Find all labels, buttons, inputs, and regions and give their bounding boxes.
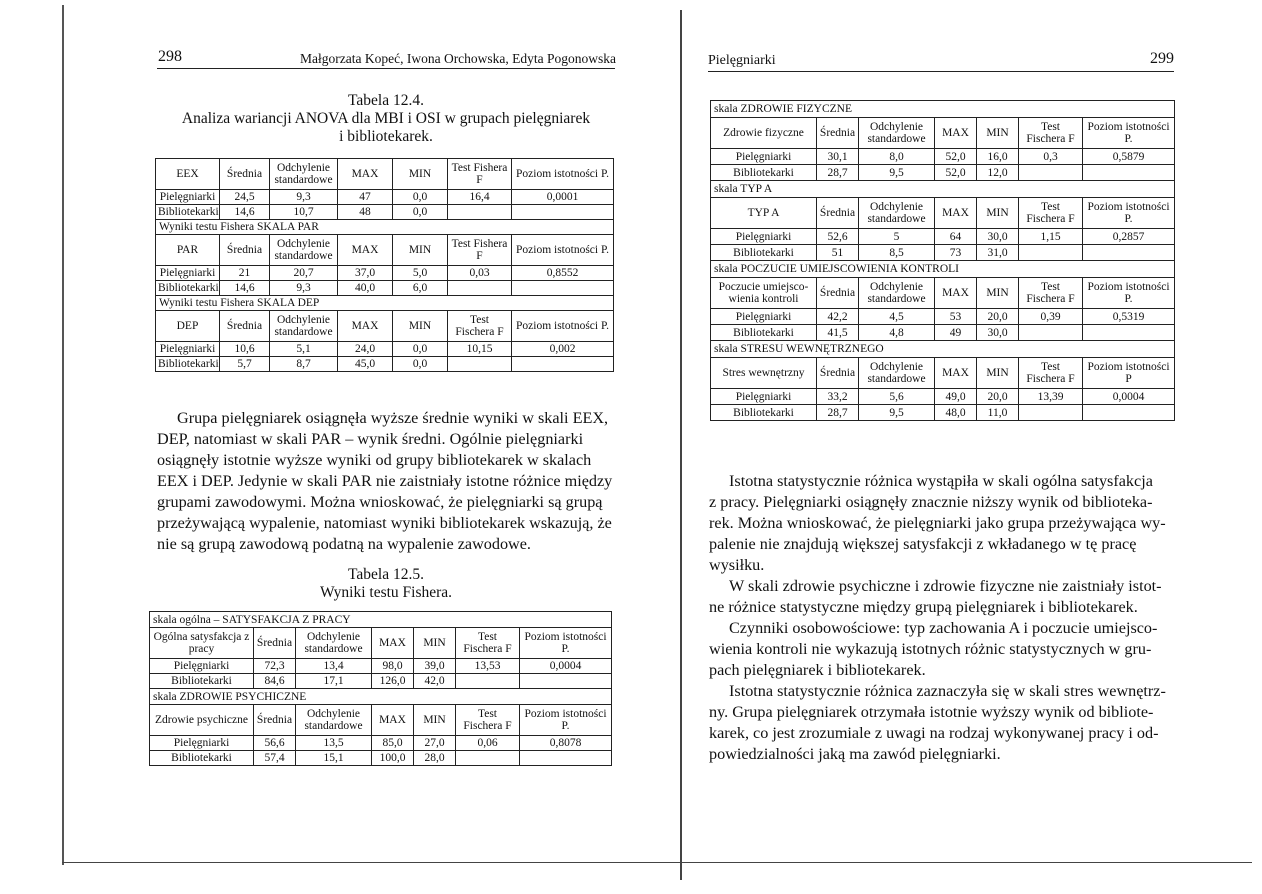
table-cell: 98,0	[372, 659, 414, 674]
table-cell	[448, 357, 512, 372]
column-header: Test Fishera F	[448, 159, 512, 190]
table-cell: 8,7	[270, 357, 338, 372]
table-cell: 30,1	[817, 149, 859, 165]
column-header: MAX	[935, 278, 977, 309]
column-header: MAX	[338, 311, 393, 342]
caption-line: Tabela 12.4.	[348, 92, 424, 109]
table-cell: 28,0	[414, 751, 456, 766]
table-cell: Pielęgniarki	[156, 190, 220, 205]
table-cell: 8,0	[859, 149, 935, 165]
column-header: Poczucie umiejsco-wienia kontroli	[711, 278, 817, 309]
table-cell: 9,3	[270, 281, 338, 296]
column-header: MAX	[372, 705, 414, 736]
column-header: Poziom istotności P.	[520, 705, 612, 736]
table-section-row	[711, 101, 1175, 118]
table-cell: Pielęgniarki	[150, 659, 254, 674]
table-cell: 56,6	[254, 736, 296, 751]
column-header: Odchylenie standardowe	[296, 628, 372, 659]
table-section-row	[150, 689, 612, 705]
table-cell	[512, 281, 614, 296]
gutter-line	[680, 10, 682, 880]
table-header-row	[150, 628, 612, 659]
section-title: skala ZDROWIE PSYCHICZNE	[150, 689, 612, 705]
table-cell: Bibliotekarki	[711, 245, 817, 261]
table-cell: 31,0	[977, 245, 1019, 261]
section-title: skala ogólna – SATYSFAKCJA Z PRACY	[150, 612, 612, 628]
table-cell	[1019, 165, 1083, 181]
table-header-row	[156, 311, 614, 342]
table-cell: 48	[338, 205, 393, 220]
table-cell: 13,39	[1019, 389, 1083, 405]
column-header: Średnia	[220, 235, 270, 266]
column-header: Średnia	[220, 159, 270, 190]
table-cell: 30,0	[977, 325, 1019, 341]
table-cell: 5,7	[220, 357, 270, 372]
paragraph-line: Istotna statystycznie różnica wystąpiła w skali ogólna satysfakcja	[729, 472, 1153, 490]
paragraph-line: karek, co jest zrozumiale z uwagi na rodzaj wykonywanej pracy i od-	[709, 724, 1159, 742]
table-cell: Pielęgniarki	[156, 266, 220, 281]
table-header-row	[711, 198, 1175, 229]
column-header: Odchylenie standardowe	[859, 278, 935, 309]
section-title: Wyniki testu Fishera SKALA PAR	[156, 220, 614, 235]
table-cell: Pielęgniarki	[711, 389, 817, 405]
table-cell: 20,0	[977, 309, 1019, 325]
right-text	[709, 471, 1175, 765]
table-cell: 72,3	[254, 659, 296, 674]
column-header: DEP	[156, 311, 220, 342]
table-cell: 0,8552	[512, 266, 614, 281]
paragraph-line: Czynniki osobowościowe: typ zachowania A i poczucie umiejsco-	[729, 619, 1158, 637]
table-row	[150, 736, 612, 751]
table-cell: Bibliotekarki	[150, 751, 254, 766]
column-header: TYP A	[711, 198, 817, 229]
table-cell: 52,6	[817, 229, 859, 245]
table-cell: 42,0	[414, 674, 456, 689]
table-cell: 28,7	[817, 405, 859, 421]
table-cell	[1083, 165, 1175, 181]
table-cell: Pielęgniarki	[156, 342, 220, 357]
paragraph-line: osiągnęły istotnie wyższe wyniki od grupy bibliotekarek w skalach	[157, 451, 592, 469]
column-header: MIN	[393, 159, 448, 190]
table-cell	[520, 751, 612, 766]
table-cell: 33,2	[817, 389, 859, 405]
right-running-head: Pielęgniarki	[708, 53, 776, 68]
table-12-5-caption	[157, 566, 615, 602]
left-paragraph	[157, 408, 615, 555]
column-header: MIN	[393, 311, 448, 342]
paragraph-line: powiedzialności jaką ma zawód pielęgniarki.	[709, 745, 1001, 763]
table-header-row	[711, 358, 1175, 389]
column-header: Poziom istotności P.	[512, 311, 614, 342]
column-header: Średnia	[817, 198, 859, 229]
table-cell: 52,0	[935, 149, 977, 165]
column-header: MAX	[338, 159, 393, 190]
table-cell: 14,6	[220, 205, 270, 220]
table-cell: 5	[859, 229, 935, 245]
table-cell: Pielęgniarki	[711, 229, 817, 245]
column-header: Odchylenie standardowe	[270, 159, 338, 190]
table-cell: 0,8078	[520, 736, 612, 751]
column-header: Poziom istotności P	[1083, 358, 1175, 389]
column-header: PAR	[156, 235, 220, 266]
column-header: Średnia	[817, 358, 859, 389]
table-cell: 9,5	[859, 405, 935, 421]
paragraph-line: Grupa pielęgniarek osiągnęła wyższe średnie wyniki w skali EEX,	[177, 409, 609, 427]
paragraph-line: rek. Można wnioskować, że pielęgniarki jako grupa przeżywająca wy-	[709, 514, 1166, 532]
column-header: MAX	[935, 118, 977, 149]
paragraph-line: palenie nie znajdują większej satysfakcji z wkładanego w tę pracę	[709, 535, 1137, 553]
caption-line: Wyniki testu Fishera.	[319, 584, 453, 601]
column-header: Odchylenie standardowe	[859, 118, 935, 149]
column-header: Średnia	[817, 118, 859, 149]
section-title: skala TYP A	[711, 181, 1175, 198]
right-page-number: 299	[1150, 50, 1174, 67]
column-header: MIN	[393, 235, 448, 266]
table-cell	[1083, 245, 1175, 261]
paragraph-line: Istotna statystycznie różnica zaznaczyła się w skali stres wewnętrz-	[729, 682, 1166, 700]
table-cell: 64	[935, 229, 977, 245]
table-row	[711, 245, 1175, 261]
column-header: MAX	[935, 358, 977, 389]
table-section-row	[711, 261, 1175, 278]
table-cell: 0,0001	[512, 190, 614, 205]
table-cell: 24,5	[220, 190, 270, 205]
scan-bottom-line	[62, 862, 1252, 863]
column-header: Zdrowie psychiczne	[150, 705, 254, 736]
table-cell: 13,4	[296, 659, 372, 674]
table-cell: Bibliotekarki	[711, 405, 817, 421]
section-title: Wyniki testu Fishera SKALA DEP	[156, 296, 614, 311]
column-header: EEX	[156, 159, 220, 190]
table-cell: Pielęgniarki	[711, 309, 817, 325]
column-header: MAX	[372, 628, 414, 659]
column-header: Poziom istotności P.	[512, 235, 614, 266]
paragraph-line: grupami zawodowymi. Można wnioskować, że pielęgniarki są grupą	[157, 493, 603, 511]
table-cell: 9,3	[270, 190, 338, 205]
table-cell: 42,2	[817, 309, 859, 325]
paragraph-line: EEX i DEP. Jedynie w skali PAR nie zaistniały istotne różnice między	[157, 472, 613, 490]
table-cell: 17,1	[296, 674, 372, 689]
table-12-4	[155, 158, 614, 372]
table-cell: 126,0	[372, 674, 414, 689]
table-cell: 27,0	[414, 736, 456, 751]
table-cell: 15,1	[296, 751, 372, 766]
column-header: Poziom istotności P.	[1083, 198, 1175, 229]
column-header: Odchylenie standardowe	[296, 705, 372, 736]
table-cell	[1019, 245, 1083, 261]
table-cell: 0,3	[1019, 149, 1083, 165]
table-cell: 0,06	[456, 736, 520, 751]
paragraph-line: pach pielęgniarek i bibliotekarek.	[709, 661, 926, 679]
table-cell	[1083, 405, 1175, 421]
table-row	[711, 405, 1175, 421]
table-cell: 48,0	[935, 405, 977, 421]
table-12-5	[149, 611, 612, 766]
table-cell	[456, 674, 520, 689]
table-header-row	[711, 118, 1175, 149]
table-header-row	[711, 278, 1175, 309]
table-cell: Bibliotekarki	[156, 205, 220, 220]
table-row	[711, 325, 1175, 341]
scan-edge-left	[62, 5, 64, 865]
table-cell: 40,0	[338, 281, 393, 296]
table-cell: 0,39	[1019, 309, 1083, 325]
table-cell: 4,8	[859, 325, 935, 341]
table-section-row	[150, 612, 612, 628]
table-row	[150, 751, 612, 766]
column-header: Test Fishera F	[448, 235, 512, 266]
right-header-rule	[708, 71, 1174, 72]
table-cell: Bibliotekarki	[156, 281, 220, 296]
table-cell: Bibliotekarki	[711, 165, 817, 181]
column-header: Poziom istotności P.	[1083, 118, 1175, 149]
column-header: Średnia	[817, 278, 859, 309]
table-cell	[456, 751, 520, 766]
table-cell: 1,15	[1019, 229, 1083, 245]
column-header: Test Fischera F	[448, 311, 512, 342]
column-header: Test Fischera F	[1019, 358, 1083, 389]
table-cell: 10,15	[448, 342, 512, 357]
table-cell: 45,0	[338, 357, 393, 372]
table-cell: Bibliotekarki	[156, 357, 220, 372]
column-header: MAX	[935, 198, 977, 229]
table-row	[711, 149, 1175, 165]
paragraph-line: ne różnice statystyczne między grupą pielęgniarek i bibliotekarek.	[709, 598, 1138, 616]
paragraph-line: DEP, natomiast w skali PAR – wynik średni. Ogólnie pielęgniarki	[157, 430, 584, 448]
table-row	[156, 190, 614, 205]
table-cell: 73	[935, 245, 977, 261]
paragraph-line: W skali zdrowie psychiczne i zdrowie fizyczne nie zaistniały istot-	[729, 577, 1162, 595]
table-section-row	[156, 296, 614, 311]
table-cell: 30,0	[977, 229, 1019, 245]
table-row	[150, 674, 612, 689]
table-cell: 41,5	[817, 325, 859, 341]
table-cell: 11,0	[977, 405, 1019, 421]
paragraph-line: z pracy. Pielęgniarki osiągnęły znacznie niższy wynik od biblioteka-	[709, 493, 1153, 511]
left-page-number: 298	[158, 48, 182, 65]
column-header: Test Fischera F	[1019, 198, 1083, 229]
column-header: MIN	[977, 198, 1019, 229]
table-cell: 16,0	[977, 149, 1019, 165]
table-cell: 0,5879	[1083, 149, 1175, 165]
column-header: Test Fischera F	[456, 705, 520, 736]
table-cell: 52,0	[935, 165, 977, 181]
paragraph-line: wienia kontroli nie wykazują istotnych różnic statystycznych w gru-	[709, 640, 1152, 658]
table-cell: 8,5	[859, 245, 935, 261]
table-cell: 0,0004	[1083, 389, 1175, 405]
left-header-rule	[157, 68, 615, 69]
table-cell: 16,4	[448, 190, 512, 205]
table-cell: 0,5319	[1083, 309, 1175, 325]
paragraph-line: nie są grupą zawodową podatną na wypalenie zawodowe.	[157, 535, 531, 553]
paragraph-line: ny. Grupa pielęgniarek otrzymała istotnie wyższy wynik od bibliote-	[709, 703, 1154, 721]
table-cell: Bibliotekarki	[711, 325, 817, 341]
caption-line: i bibliotekarek.	[339, 128, 433, 145]
table-cell: Pielęgniarki	[150, 736, 254, 751]
column-header: Średnia	[254, 628, 296, 659]
column-header: MIN	[414, 705, 456, 736]
table-header-row	[150, 705, 612, 736]
table-header-row	[156, 159, 614, 190]
column-header: Test Fischera F	[456, 628, 520, 659]
table-cell: 21	[220, 266, 270, 281]
table-row	[156, 357, 614, 372]
section-title: skala ZDROWIE FIZYCZNE	[711, 101, 1175, 118]
table-cell	[448, 205, 512, 220]
column-header: Test Fischera F	[1019, 118, 1083, 149]
table-row	[156, 342, 614, 357]
column-header: MIN	[977, 278, 1019, 309]
column-header: Poziom istotności P.	[512, 159, 614, 190]
table-cell: 85,0	[372, 736, 414, 751]
column-header: Średnia	[254, 705, 296, 736]
table-row	[711, 309, 1175, 325]
table-cell: 6,0	[393, 281, 448, 296]
table-cell: 5,1	[270, 342, 338, 357]
table-row	[711, 165, 1175, 181]
table-cell: 0,002	[512, 342, 614, 357]
table-row	[156, 205, 614, 220]
table-cell	[1019, 405, 1083, 421]
column-header: MAX	[338, 235, 393, 266]
column-header: Średnia	[220, 311, 270, 342]
table-cell: 20,7	[270, 266, 338, 281]
paragraph-line: wysiłku.	[709, 556, 765, 574]
column-header: MIN	[977, 358, 1019, 389]
table-cell: 14,6	[220, 281, 270, 296]
column-header: Ogólna satysfakcja z pracy	[150, 628, 254, 659]
table-row	[156, 281, 614, 296]
column-header: Odchylenie standardowe	[270, 235, 338, 266]
table-cell: 0,0	[393, 190, 448, 205]
table-section-row	[711, 181, 1175, 198]
column-header: Odchylenie standardowe	[859, 198, 935, 229]
section-title: skala STRESU WEWNĘTRZNEGO	[711, 341, 1175, 358]
caption-line: Analiza wariancji ANOVA dla MBI i OSI w grupach pielęgniarek	[181, 110, 591, 127]
column-header: Odchylenie standardowe	[859, 358, 935, 389]
table-cell: 13,5	[296, 736, 372, 751]
column-header: Poziom istotności P.	[1083, 278, 1175, 309]
table-cell	[512, 205, 614, 220]
table-cell: 9,5	[859, 165, 935, 181]
table-cell	[512, 357, 614, 372]
table-cell: Pielęgniarki	[711, 149, 817, 165]
paragraph-line: przeżywającą wypalenie, natomiast wyniki bibliotekarek wskazują, że	[157, 514, 612, 532]
table-cell: 0,0	[393, 205, 448, 220]
table-cell: 20,0	[977, 389, 1019, 405]
column-header: Stres wewnętrzny	[711, 358, 817, 389]
table-cell: 39,0	[414, 659, 456, 674]
table-cell: 28,7	[817, 165, 859, 181]
table-cell: Bibliotekarki	[150, 674, 254, 689]
table-header-row	[156, 235, 614, 266]
table-cell	[448, 281, 512, 296]
table-cell: 4,5	[859, 309, 935, 325]
column-header: MIN	[977, 118, 1019, 149]
table-section-row	[711, 341, 1175, 358]
table-cell: 10,7	[270, 205, 338, 220]
table-cell: 12,0	[977, 165, 1019, 181]
table-cell: 5,6	[859, 389, 935, 405]
table-cell: 84,6	[254, 674, 296, 689]
column-header: Zdrowie fizyczne	[711, 118, 817, 149]
caption-line: Tabela 12.5.	[348, 566, 424, 583]
table-cell	[1019, 325, 1083, 341]
table-cell	[1083, 325, 1175, 341]
table-12-4-caption	[157, 92, 615, 146]
table-cell: 0,03	[448, 266, 512, 281]
table-cell: 49,0	[935, 389, 977, 405]
table-cell: 57,4	[254, 751, 296, 766]
table-row	[711, 229, 1175, 245]
table-cell: 47	[338, 190, 393, 205]
table-cell: 10,6	[220, 342, 270, 357]
table-cell: 37,0	[338, 266, 393, 281]
table-cell: 0,0004	[520, 659, 612, 674]
column-header: Odchylenie standardowe	[270, 311, 338, 342]
section-title: skala POCZUCIE UMIEJSCOWIENIA KONTROLI	[711, 261, 1175, 278]
table-cell: 24,0	[338, 342, 393, 357]
table-cell: 0,2857	[1083, 229, 1175, 245]
table-cell	[520, 674, 612, 689]
column-header: Test Fischera F	[1019, 278, 1083, 309]
table-cell: 0,0	[393, 357, 448, 372]
table-cell: 100,0	[372, 751, 414, 766]
table-cell: 49	[935, 325, 977, 341]
table-cell: 51	[817, 245, 859, 261]
table-cell: 5,0	[393, 266, 448, 281]
table-section-row	[156, 220, 614, 235]
column-header: Poziom istotności P.	[520, 628, 612, 659]
table-row	[150, 659, 612, 674]
table-row	[156, 266, 614, 281]
left-running-head: Małgorzata Kopeć, Iwona Orchowska, Edyta Pogonowska	[300, 51, 617, 66]
table-row	[711, 389, 1175, 405]
table-cell: 13,53	[456, 659, 520, 674]
table-cell: 53	[935, 309, 977, 325]
column-header: MIN	[414, 628, 456, 659]
table-right	[710, 100, 1175, 421]
table-cell: 0,0	[393, 342, 448, 357]
